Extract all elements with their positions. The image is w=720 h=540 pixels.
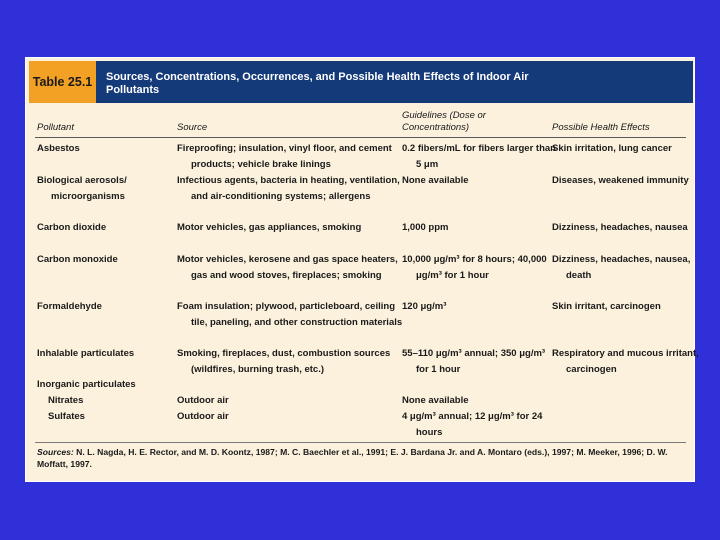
sources-text: N. L. Nagda, H. E. Rector, and M. D. Koontz, 1987; M. C. Baechler et al., 1991; E. J. Bardana Jr. and A. Montaro (eds.), 1997; M. Meeker, 1996; D. W. Moffatt, 1997. xyxy=(37,447,668,469)
header-source: Source xyxy=(177,122,208,133)
cell-guideline: 120 μg/m³ xyxy=(402,301,447,312)
table-sources xyxy=(37,446,687,470)
sources-label: Sources: xyxy=(37,447,74,457)
cell-effects: Skin irritant, carcinogen xyxy=(552,301,661,312)
header-rule xyxy=(35,137,686,138)
header-pollutant: Pollutant xyxy=(37,122,74,133)
cell-source: Infectious agents, bacteria in heating, ventilation, and air-conditioning systems; allergens xyxy=(177,175,400,202)
footer-rule xyxy=(35,442,686,443)
cell-pollutant: Carbon dioxide xyxy=(37,222,107,233)
cell-guideline: None available xyxy=(402,395,469,406)
cell-pollutant: Formaldehyde xyxy=(37,301,102,312)
table-number: Table 25.1 xyxy=(29,61,96,103)
column-headers xyxy=(26,108,696,134)
cell-source: Motor vehicles, gas appliances, smoking xyxy=(177,222,362,233)
cell-effects: Diseases, weakened immunity xyxy=(552,175,689,186)
header-effects: Possible Health Effects xyxy=(552,122,650,133)
cell-source: Foam insulation; plywood, particleboard, ceiling tile, paneling, and other construction materials xyxy=(177,301,403,328)
cell-guideline: 55–110 μg/m³ annual; 350 μg/m³ for 1 hour xyxy=(402,348,546,375)
header-guidelines: Guidelines (Dose or Concentrations) xyxy=(402,110,486,133)
cell-effects: Skin irritation, lung cancer xyxy=(552,143,672,154)
table-title: Sources, Concentrations, Occurrences, and Possible Health Effects of Indoor Air Pollutants xyxy=(106,71,529,96)
cell-source: Fireproofing; insulation, vinyl floor, and cement products; vehicle brake linings xyxy=(177,143,392,170)
table-card xyxy=(25,57,699,482)
cell-pollutant: Biological aerosols/ microorganisms xyxy=(37,175,127,202)
cell-pollutant: Nitrates xyxy=(48,395,84,406)
cell-guideline: None available xyxy=(402,175,469,186)
cell-pollutant: Inhalable particulates xyxy=(37,348,135,359)
cell-pollutant: Sulfates xyxy=(48,411,85,422)
cell-source: Smoking, fireplaces, dust, combustion sources (wildfires, burning trash, etc.) xyxy=(177,348,391,375)
cell-effects: Respiratory and mucous irritant, carcinogen xyxy=(552,348,699,375)
cell-source: Outdoor air xyxy=(177,411,229,422)
table-header xyxy=(29,61,693,103)
cell-pollutant: Inorganic particulates xyxy=(37,379,136,390)
cell-pollutant: Carbon monoxide xyxy=(37,254,118,265)
cell-effects: Dizziness, headaches, nausea xyxy=(552,222,688,233)
cell-guideline: 1,000 ppm xyxy=(402,222,449,233)
cell-pollutant: Asbestos xyxy=(37,143,80,154)
cell-guideline: 0.2 fibers/mL for fibers larger than 5 μm xyxy=(402,143,556,170)
cell-guideline: 10,000 μg/m³ for 8 hours; 40,000 μg/m³ for 1 hour xyxy=(402,254,547,281)
cell-source: Motor vehicles, kerosene and gas space heaters, gas and wood stoves, fireplaces; smoking xyxy=(177,254,398,281)
cell-source: Outdoor air xyxy=(177,395,229,406)
cell-effects: Dizziness, headaches, nausea, death xyxy=(552,254,691,281)
cell-guideline: 4 μg/m³ annual; 12 μg/m³ for 24 hours xyxy=(402,411,543,438)
